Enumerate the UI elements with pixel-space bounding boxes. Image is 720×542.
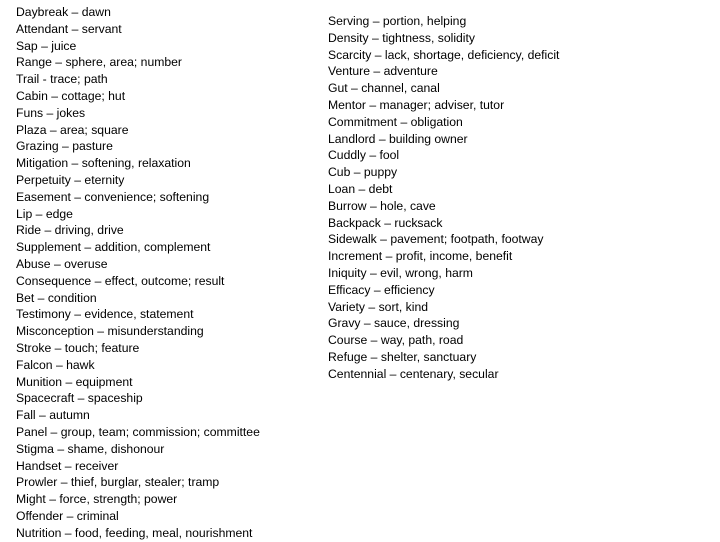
vocabulary-entry: Loan – debt — [328, 181, 393, 196]
vocabulary-entry: Plaza – area; square — [16, 122, 129, 137]
vocabulary-entry: Prowler – thief, burglar, stealer; tramp — [16, 475, 220, 490]
vocabulary-entry: Variety – sort, kind — [328, 299, 429, 314]
vocabulary-entry: Perpetuity – eternity — [16, 172, 125, 187]
vocabulary-entry: Supplement – addition, complement — [16, 240, 211, 255]
vocabulary-entry: Falcon – hawk — [16, 357, 95, 372]
vocabulary-entry: Grazing – pasture — [16, 139, 113, 154]
vocabulary-entry: Mentor – manager; adviser, tutor — [328, 97, 505, 112]
vocabulary-entry: Centennial – centenary, secular — [328, 366, 499, 381]
vocabulary-entry: Trail - trace; path — [16, 72, 108, 87]
vocabulary-entry: Landlord – building owner — [328, 131, 468, 146]
vocabulary-entry: Refuge – shelter, sanctuary — [328, 349, 477, 364]
vocabulary-entry: Handset – receiver — [16, 458, 119, 473]
vocabulary-entry: Bet – condition — [16, 290, 97, 305]
vocabulary-entry: Serving – portion, helping — [328, 14, 467, 28]
vocabulary-entry: Density – tightness, solidity — [328, 30, 475, 45]
vocabulary-entry: Stigma – shame, dishonour — [16, 441, 165, 456]
vocabulary-entry: Lip – edge — [16, 206, 73, 221]
vocabulary-entry: Attendant – servant — [16, 21, 122, 36]
vocabulary-entry: Iniquity – evil, wrong, harm — [328, 265, 473, 280]
vocabulary-entry: Panel – group, team; commission; committee — [16, 424, 260, 439]
vocabulary-entry: Scarcity – lack, shortage, deficiency, deficit — [328, 47, 560, 62]
vocabulary-entry: Gut – channel, canal — [328, 81, 440, 96]
vocabulary-entry: Cub – puppy — [328, 165, 398, 180]
vocabulary-entry: Increment – profit, income, benefit — [328, 249, 513, 264]
vocabulary-entry: Munition – equipment — [16, 374, 133, 389]
vocabulary-list-left — [16, 4, 316, 542]
vocabulary-entry: Cabin – cottage; hut — [16, 88, 126, 103]
vocabulary-entry: Sap – juice — [16, 38, 77, 53]
vocabulary-entry: Stroke – touch; feature — [16, 340, 140, 355]
vocabulary-list-right — [328, 13, 708, 383]
vocabulary-entry: Gravy – sauce, dressing — [328, 316, 460, 331]
vocabulary-entry: Burrow – hole, cave — [328, 198, 436, 213]
vocabulary-entry: Daybreak – dawn — [16, 5, 111, 19]
vocabulary-entry: Might – force, strength; power — [16, 492, 178, 507]
vocabulary-entry: Testimony – evidence, statement — [16, 307, 194, 322]
vocabulary-entry: Venture – adventure — [328, 64, 438, 79]
vocabulary-entry: Course – way, path, road — [328, 333, 464, 348]
vocabulary-entry: Mitigation – softening, relaxation — [16, 156, 191, 171]
vocabulary-entry: Ride – driving, drive — [16, 223, 124, 238]
vocabulary-entry: Commitment – obligation — [328, 114, 463, 129]
vocabulary-entry: Nutrition – food, feeding, meal, nourishment — [16, 525, 253, 540]
vocabulary-entry: Spacecraft – spaceship — [16, 391, 143, 406]
vocabulary-entry: Sidewalk – pavement; footpath, footway — [328, 232, 544, 247]
vocabulary-entry: Backpack – rucksack — [328, 215, 443, 230]
vocabulary-entry: Funs – jokes — [16, 105, 86, 120]
vocabulary-entry: Fall – autumn — [16, 408, 90, 423]
vocabulary-entry: Abuse – overuse — [16, 256, 108, 271]
vocabulary-entry: Consequence – effect, outcome; result — [16, 273, 225, 288]
vocabulary-entry: Easement – convenience; softening — [16, 189, 210, 204]
vocabulary-entry: Misconception – misunderstanding — [16, 324, 204, 339]
vocabulary-entry: Cuddly – fool — [328, 148, 400, 163]
vocabulary-entry: Range – sphere, area; number — [16, 55, 182, 70]
vocabulary-entry: Offender – criminal — [16, 508, 119, 523]
vocabulary-entry: Efficacy – efficiency — [328, 282, 435, 297]
